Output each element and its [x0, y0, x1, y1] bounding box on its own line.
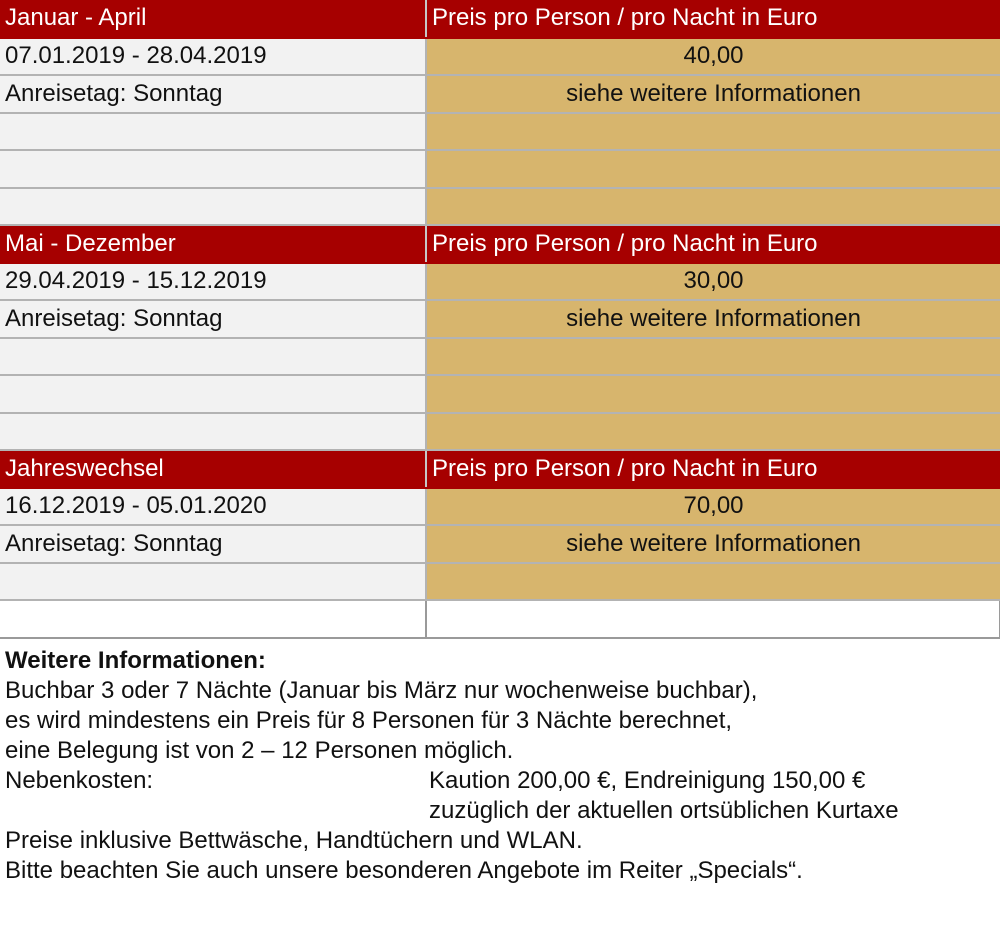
- arrival-row: [0, 300, 1000, 338]
- info-line: Bitte beachten Sie auch unsere besonderen Angebote im Reiter „Specials“.: [5, 857, 803, 884]
- section-header-row: [0, 450, 1000, 488]
- info-block: [5, 646, 995, 886]
- arrival-day: Anreisetag: Sonntag: [0, 525, 426, 563]
- costs-value: Kaution 200,00 €, Endreinigung 150,00 €: [429, 767, 866, 794]
- period-row: [0, 263, 1000, 301]
- empty-row: [0, 600, 1000, 638]
- price-header: Preis pro Person / pro Nacht in Euro: [426, 450, 1000, 488]
- arrival-day: Anreisetag: Sonntag: [0, 75, 426, 113]
- arrival-row: [0, 525, 1000, 563]
- empty-row: [0, 188, 1000, 226]
- empty-row: [0, 413, 1000, 451]
- arrival-day: Anreisetag: Sonntag: [0, 300, 426, 338]
- section-header-row: [0, 0, 1000, 38]
- price-value: 30,00: [426, 263, 1000, 301]
- empty-row: [0, 375, 1000, 413]
- period-dates: 16.12.2019 - 05.01.2020: [0, 488, 426, 526]
- empty-row: [0, 113, 1000, 151]
- section-title: Jahreswechsel: [0, 450, 426, 488]
- empty-row: [0, 150, 1000, 188]
- price-value: 70,00: [426, 488, 1000, 526]
- costs-label: Nebenkosten:: [5, 767, 154, 794]
- empty-row: [0, 338, 1000, 376]
- info-line: Preise inklusive Bettwäsche, Handtüchern und WLAN.: [5, 827, 583, 854]
- price-header: Preis pro Person / pro Nacht in Euro: [426, 0, 1000, 38]
- section-title: Januar - April: [0, 0, 426, 38]
- arrival-note: siehe weitere Informationen: [426, 525, 1000, 563]
- info-line: Buchbar 3 oder 7 Nächte (Januar bis März nur wochenweise buchbar),: [5, 677, 758, 704]
- section-title: Mai - Dezember: [0, 225, 426, 263]
- info-line: eine Belegung ist von 2 – 12 Personen möglich.: [5, 737, 514, 764]
- arrival-row: [0, 75, 1000, 113]
- section-header-row: [0, 225, 1000, 263]
- arrival-note: siehe weitere Informationen: [426, 75, 1000, 113]
- price-header: Preis pro Person / pro Nacht in Euro: [426, 225, 1000, 263]
- costs-row: [5, 766, 995, 796]
- info-line: es wird mindestens ein Preis für 8 Personen für 3 Nächte berechnet,: [5, 707, 733, 734]
- price-value: 40,00: [426, 38, 1000, 76]
- info-title: Weitere Informationen:: [5, 647, 266, 674]
- arrival-note: siehe weitere Informationen: [426, 300, 1000, 338]
- period-row: [0, 488, 1000, 526]
- costs-value-2: zuzüglich der aktuellen ortsüblichen Kurtaxe: [429, 797, 899, 824]
- period-dates: 29.04.2019 - 15.12.2019: [0, 263, 426, 301]
- period-dates: 07.01.2019 - 28.04.2019: [0, 38, 426, 76]
- period-row: [0, 38, 1000, 76]
- empty-row: [0, 563, 1000, 601]
